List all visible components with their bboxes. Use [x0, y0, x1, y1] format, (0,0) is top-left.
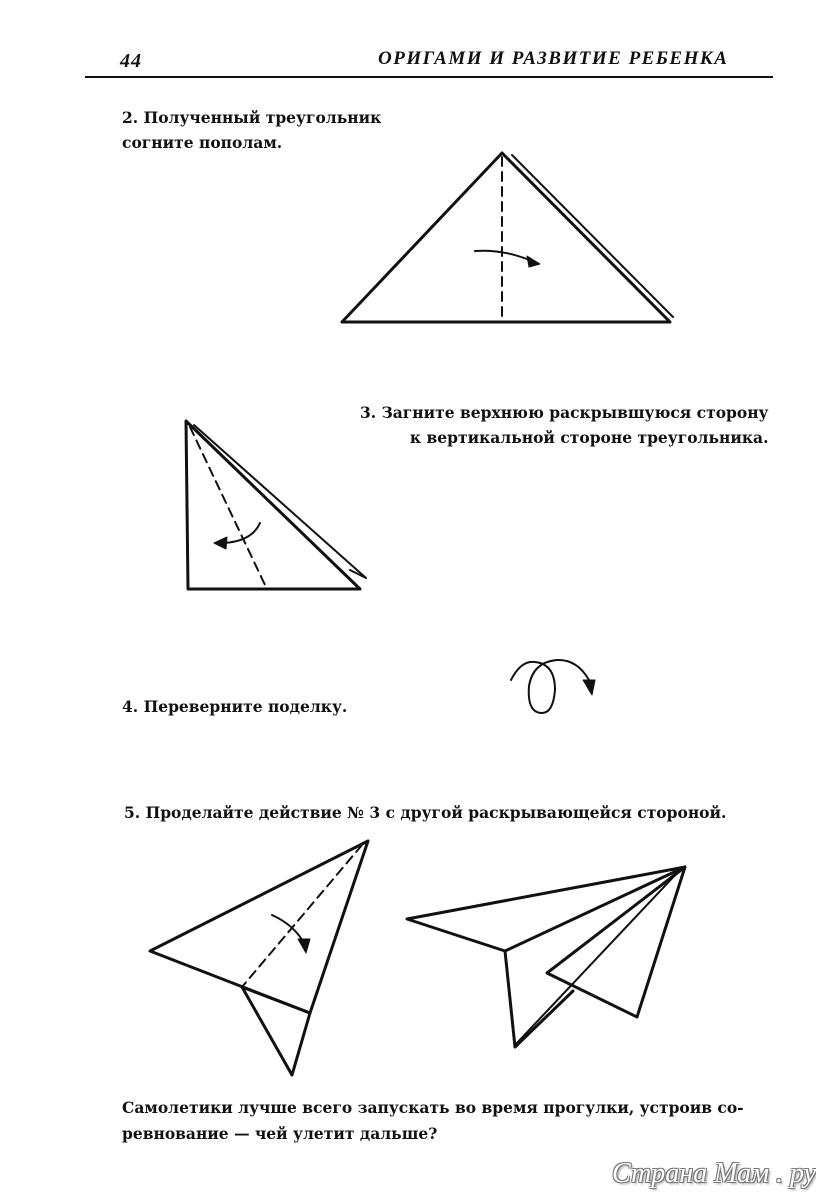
step-4-instruction: [122, 694, 347, 719]
closing-line-1: Самолетики лучше всего запускать во время прогулки, устроив со-: [122, 1098, 744, 1117]
fold-arrow-head: [298, 939, 310, 953]
finished-paper-plane-figure: [395, 855, 695, 1055]
step-2-line-1: 2. Полученный треугольник: [122, 108, 382, 127]
closing-paragraph: [122, 1095, 772, 1147]
closing-line-2: ревнование — чей улетит дальше?: [122, 1124, 438, 1143]
running-title: ОРИГАМИ И РАЗВИТИЕ РЕБЕНКА: [378, 48, 729, 69]
diagonal-fold-dashed-line: [190, 427, 266, 587]
step-3-half-triangle-figure: [180, 415, 380, 605]
turn-over-loop: [511, 660, 589, 713]
fold-arrow-head: [527, 256, 540, 267]
step-3-instruction: [360, 400, 768, 450]
back-layer-edge: [512, 155, 673, 317]
site-watermark: Страна Мам . ру: [612, 1158, 816, 1189]
step-3-line-2: к вертикальной стороне треугольника.: [409, 428, 769, 447]
plane-keel-outline: [505, 951, 573, 1047]
header-rule: [85, 76, 773, 78]
step-5-text: 5. Проделайте действие № 3 с другой раскрывающейся стороной.: [124, 803, 727, 822]
lower-flap-outline: [242, 987, 310, 1075]
triangle-outline: [342, 153, 670, 322]
step-5-fold-figure: [140, 835, 380, 1085]
turn-over-arrow-head: [583, 680, 595, 695]
turn-over-icon: [505, 650, 605, 725]
half-triangle-outline: [186, 421, 360, 589]
step-4-text: 4. Переверните поделку.: [122, 697, 348, 716]
step-3-line-1: 3. Загните верхнюю раскрывшуюся сторону: [360, 403, 769, 422]
fold-arrow-curve: [224, 523, 260, 543]
step-2-triangle-figure: [330, 145, 680, 335]
fold-arrow-curve: [475, 251, 534, 262]
step-2-line-2: согните пополам.: [122, 133, 283, 152]
page-number: 44: [120, 50, 142, 72]
plane-body-outline: [150, 841, 368, 1013]
fold-arrow-head: [214, 537, 227, 549]
step-5-instruction: [124, 800, 726, 825]
back-flap-edge-1: [194, 425, 366, 578]
